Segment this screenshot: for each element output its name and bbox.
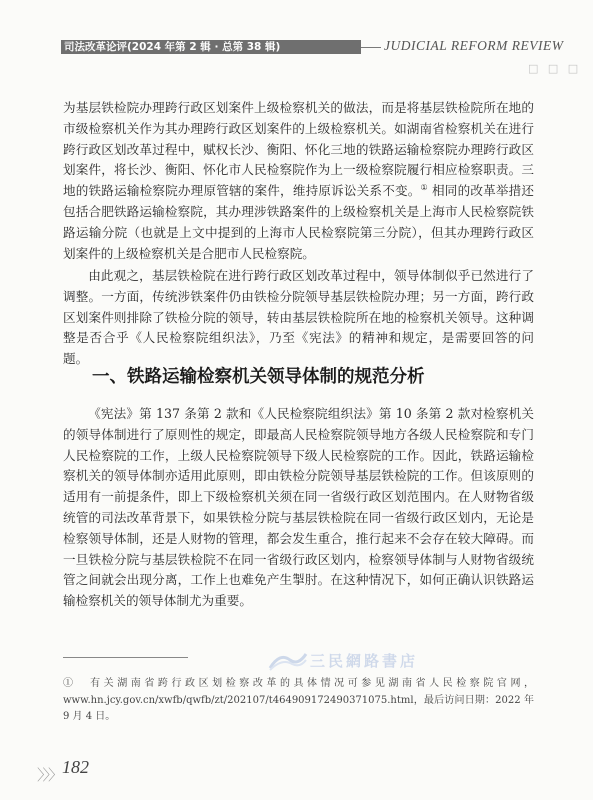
journal-issue-label: 司法改革论评(2024 年第 2 辑 · 总第 38 辑) [64, 41, 281, 53]
paragraph-1-tail: 相同的改革举措还包括合肥铁路运输检察院，其办理涉铁路案件的上级检察机关是上海市人民检察院铁路运输分院（也就是上文中提到的上海市人民检察院第三分院），但其办理跨行政区划案件的上级检察机关是合肥市人民检察院。 [63, 183, 535, 261]
header-marks: □ □ □ [528, 62, 582, 75]
watermark-logo-icon [268, 650, 308, 672]
paragraph-3: 《宪法》第 137 条第 2 款和《人民检察院组织法》第 10 条第 2 款对检察机关的领导体制进行了原则性的规定，即最高人民检察院领导地方各级人民检察院和专门人民检察院的工作，上级人民检察院领导下级人民检察院的工作。因此，铁路运输检察机关的领导体制亦适用此原则，即由铁检分院领导基层铁检院的工作。但该原则的适用有一前提条件，即上下级检察机关须在同一省级行政区划范围内。在人财物省级统管的司法改革背景下，如果铁检分院与基层铁检院在同一省级行政区划内，无论是检察领导体制，还是人财物的管理，都会发生重合，推行起来不会存在较大障碍。而一旦铁检分院与基层铁检院不在同一省级行政区划内，检察领导体制与人财物省级统管之间就会出现分离，工作上也难免产生掣肘。在这种情况下，如何正确认识铁路运输检察机关的领导体制尤为重要。 [63, 406, 534, 609]
footnote-divider [63, 657, 188, 658]
paragraph-1-text: 为基层铁检院办理跨行政区划案件上级检察机关的做法，而是将基层铁检院所在地的市级检察机关作为其办理跨行政区划案件的上级检察机关。如湖南省检察机关在进行跨行政区划改革过程中，赋权长沙、衡阳、怀化三地的铁路运输检察院办理跨行政区划案件，将长沙、衡阳、怀化市人民检察院作为上一级检察院履行相应检察职责。三地的铁路运输检察院办理原管辖的案件，维持原诉讼关系不变。 [63, 100, 534, 199]
section-heading: 一、铁路运输检察机关领导体制的规范分析 [92, 367, 425, 387]
footnote: ① 有关湖南省跨行政区划检察改革的具体情况可参见湖南省人民检察院官网，www.hn.jcy.gov.cn/xwfb/qwfb/zt/202107/t4649091724903710​75.html，最后访问日期：2022 年 9 月 4 日。 [63, 678, 534, 722]
journal-title-en: JUDICIAL REFORM REVIEW [384, 38, 564, 53]
footnote-ref-1[interactable]: ① [420, 183, 428, 193]
watermark-text: 三民網路書店 [310, 652, 419, 670]
paragraph-1 [63, 98, 534, 264]
page-arrows-icon: 〉〉〉 [37, 766, 62, 784]
paragraph-2: 由此观之，基层铁检院在进行跨行政区划改革过程中，领导体制似乎已然进行了调整。一方面，传统涉铁案件仍由铁检分院领导基层铁检院办理；另一方面，跨行政区划案件则排除了铁检分院的领导，转由基层铁检院所在地的检察机关领导。这种调整是否合乎《人民检察院组织法》，乃至《宪法》的精神和规定，是需要回答的问题。 [63, 268, 534, 367]
header-divider [361, 47, 381, 48]
page-number: 182 [62, 757, 89, 777]
